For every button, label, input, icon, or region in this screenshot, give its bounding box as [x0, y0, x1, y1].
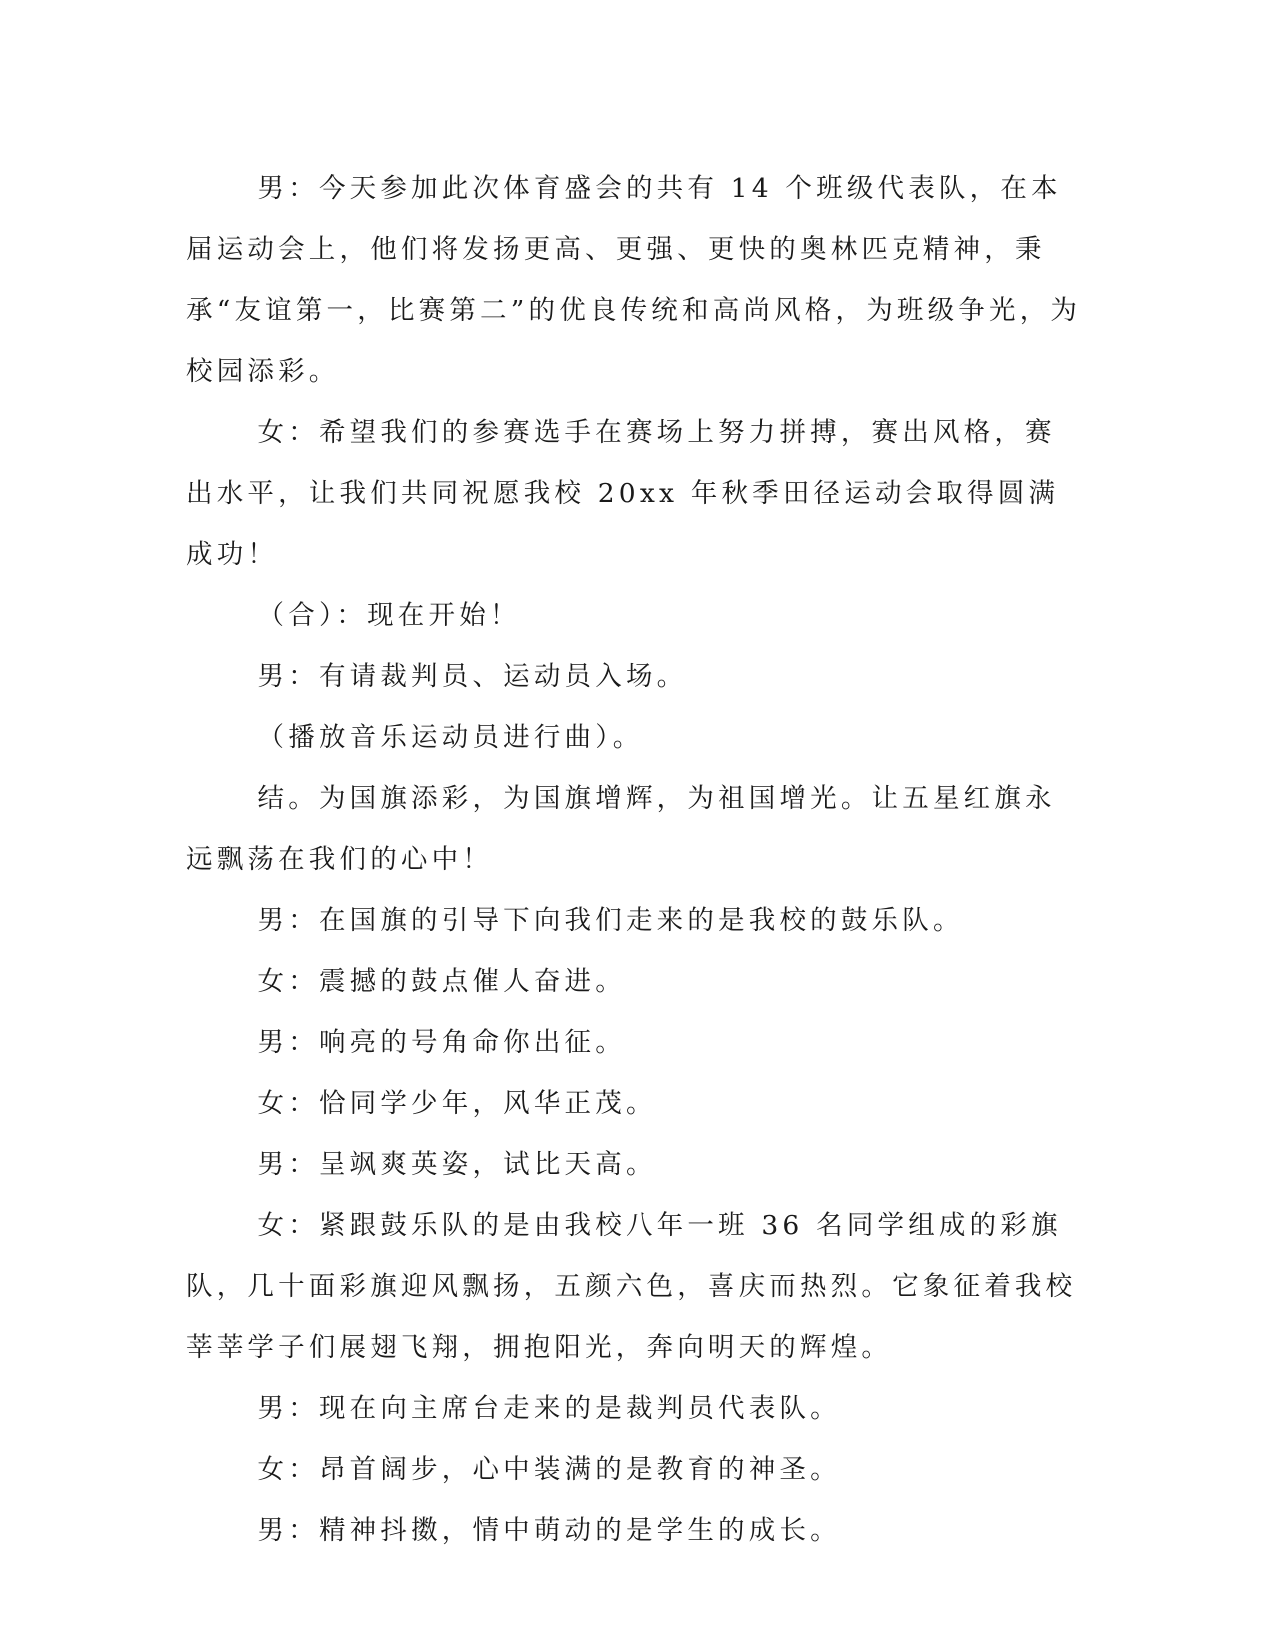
paragraph: 女：昂首阔步，心中装满的是教育的神圣。: [257, 1454, 841, 1485]
paragraph: 女：震撼的鼓点催人奋进。: [257, 966, 626, 997]
paragraph: 女：希望我们的参赛选手在赛场上努力拼搏，赛出风格，赛出水平，让我们共同祝愿我校 20xx 年秋季田径运动会取得圆满成功！: [186, 417, 1060, 570]
paragraph: 男：现在向主席台走来的是裁判员代表队。: [257, 1393, 841, 1424]
paragraph: 男：响亮的号角命你出征。: [257, 1027, 626, 1058]
paragraph: 女：恰同学少年，风华正茂。: [257, 1088, 657, 1119]
paragraph: 男：有请裁判员、运动员入场。: [257, 661, 688, 692]
paragraph: 男：呈飒爽英姿，试比天高。: [257, 1149, 657, 1180]
paragraph: 女：紧跟鼓乐队的是由我校八年一班 36 名同学组成的彩旗队，几十面彩旗迎风飘扬，五颜六色，喜庆而热烈。它象征着我校莘莘学子们展翅飞翔，拥抱阳光，奔向明天的辉煌。: [186, 1210, 1077, 1363]
paragraph: 男：精神抖擞，情中萌动的是学生的成长。: [257, 1515, 841, 1546]
paragraph: 男：在国旗的引导下向我们走来的是我校的鼓乐队。: [257, 905, 964, 936]
document-body: [186, 158, 1086, 1561]
paragraph: 结。为国旗添彩，为国旗增辉，为祖国增光。让五星红旗永远飘荡在我们的心中！: [186, 783, 1056, 875]
paragraph: （合）：现在开始！: [257, 600, 521, 631]
paragraph: （播放音乐运动员进行曲）。: [257, 722, 644, 753]
paragraph: 男：今天参加此次体育盛会的共有 14 个班级代表队，在本届运动会上，他们将发扬更高、更强、更快的奥林匹克精神，秉承“友谊第一，比赛第二”的优良传统和高尚风格，为班级争光，为校园添彩。: [186, 173, 1082, 387]
